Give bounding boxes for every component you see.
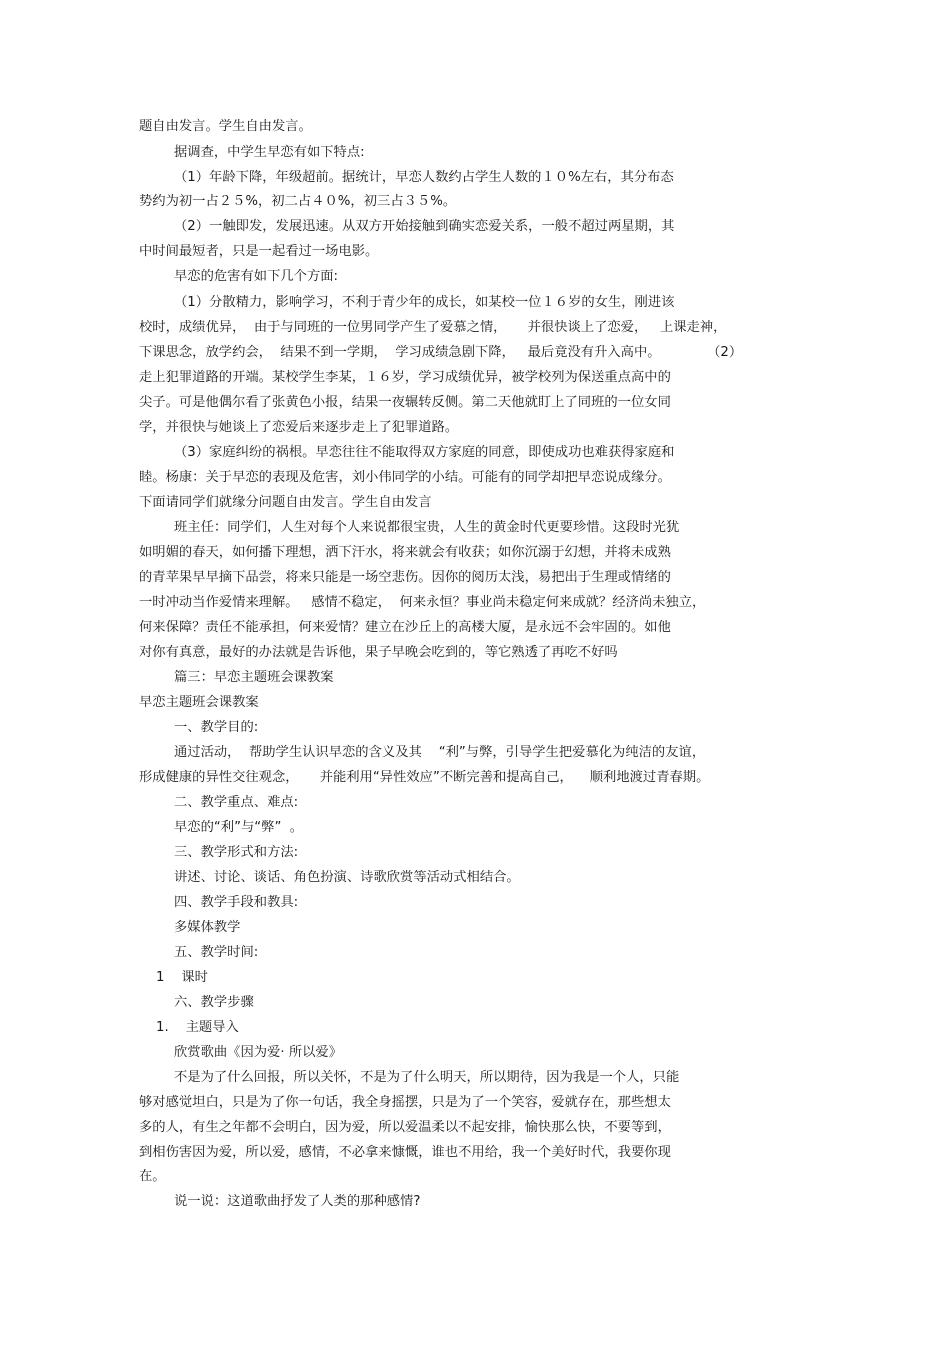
text-line: 中时间最短者，只是一起看过一场电影。 [139,244,379,259]
text-line: 五、教学时间: [174,945,259,960]
text-line: 通过活动， 帮助学生认识早恋的含义及其 “利”与弊，引导学生把爱慕化为纯洁的友谊， [174,745,706,760]
text-line: 对你有真意，最好的办法就是告诉他，果子早晚会吃到的，等它熟透了再吃不好吗 [139,645,618,660]
text-line: 够对感觉坦白，只是为了你一句话，我全身摇摆，只是为了一个笑容，爱就存在，那些想太 [139,1095,671,1110]
text-line: 下课思念，放学约会， 结果不到一学期， 学习成绩急剧下降， 最后竟没有升入高中。 （2） [139,345,743,360]
text-line: 走上犯罪道路的开端。某校学生李某，１６岁，学习成绩优异，被学校列为保送重点高中的 [139,370,671,385]
text-line: 睦。杨康：关于早恋的表现及危害，刘小伟同学的小结。可能有的同学却把早恋说成缘分。 [139,470,671,485]
text-line: （2）一触即发，发展迅速。从双方开始接触到确实恋爱关系，一般不超过两星期，其 [174,219,675,234]
text-line: 题自由发言。学生自由发言。 [139,119,312,134]
text-line: 说一说：这道歌曲抒发了人类的那种感情? [174,1194,421,1209]
text-line: 如明媚的春天，如何播下理想，洒下汗水，将来就会有收获；如你沉溺于幻想，并将未成熟 [139,545,671,560]
text-line: 二、教学重点、难点: [174,795,299,810]
text-line: 四、教学手段和教具: [174,895,299,910]
text-line: 早恋主题班会课教案 [139,695,259,710]
text-line: 讲述、讨论、谈话、角色扮演、诗歌欣赏等活动式相结合。 [174,870,520,885]
text-line: 下面请同学们就缘分问题自由发言。学生自由发言 [139,495,432,510]
text-line: 早恋的“利”与“弊” 。 [174,820,304,835]
text-line: 1 课时 [156,970,208,985]
text-line: 在。 [139,1169,166,1184]
text-line: 六、教学步骤 [174,995,254,1010]
text-line: 多的人，有生之年都不会明白，因为爱，所以爱温柔以不起安排，愉快那么快，不要等到， [139,1120,671,1135]
text-line: （3）家庭纠纷的祸根。早恋往往不能取得双方家庭的同意，即使成功也难获得家庭和 [174,445,675,460]
text-line: 的青苹果早早摘下品尝，将来只能是一场空悲伤。因你的阅历太浅，易把出于生理或情绪的 [139,570,671,585]
text-line: 1. 主题导入 [156,1020,239,1035]
text-line: 形成健康的异性交往观念， 并能利用“异性效应”不断完善和提高自己， 顺利地渡过青春期。 [139,770,710,785]
text-line: 到相伤害因为爱，所以爱，感情，不必拿来慷慨，谁也不用给，我一个美好时代，我要你现 [139,1145,671,1160]
text-line: 一时冲动当作爱情来理解。 感情不稳定， 何来永恒？事业尚未稳定何来成就？经济尚未独立， [139,595,706,610]
text-line: 早恋的危害有如下几个方面: [174,269,339,284]
text-line: 校时，成绩优异， 由于与同班的一位男同学产生了爱慕之情， 并很快谈上了恋爱， 上课走神， [139,320,727,335]
text-line: （1）分散精力，影响学习，不利于青少年的成长，如某校一位１６岁的女生，刚进该 [174,295,675,310]
text-line: 尖子。可是他偶尔看了张黄色小报，结果一夜辗转反侧。第二天他就盯上了同班的一位女同 [139,395,671,410]
text-line: 三、教学形式和方法: [174,845,299,860]
text-line: 欣赏歌曲《因为爱· 所以爱》 [174,1045,343,1060]
text-line: 何来保障？责任不能承担，何来爱情？建立在沙丘上的高楼大厦，是永远不会牢固的。如他 [139,620,671,635]
text-line: 一、教学目的: [174,720,259,735]
text-line: 班主任：同学们，人生对每个人来说都很宝贵，人生的黄金时代更要珍惜。这段时光犹 [174,520,680,535]
text-line: （1）年龄下降，年级超前。据统计，早恋人数约占学生人数的１０%左右，其分布态 [174,170,674,185]
text-line: 多媒体教学 [174,920,241,935]
text-line: 势约为初一占２５%，初二占４０%，初三占３５%。 [139,194,457,209]
text-line: 篇三：早恋主题班会课教案 [174,670,334,685]
text-line: 不是为了什么回报，所以关怀，不是为了什么明天，所以期待，因为我是一个人，只能 [174,1070,680,1085]
text-line: 据调查，中学生早恋有如下特点: [174,145,365,160]
text-line: 学，并很快与她谈上了恋爱后来逐步走上了犯罪道路。 [139,420,459,435]
